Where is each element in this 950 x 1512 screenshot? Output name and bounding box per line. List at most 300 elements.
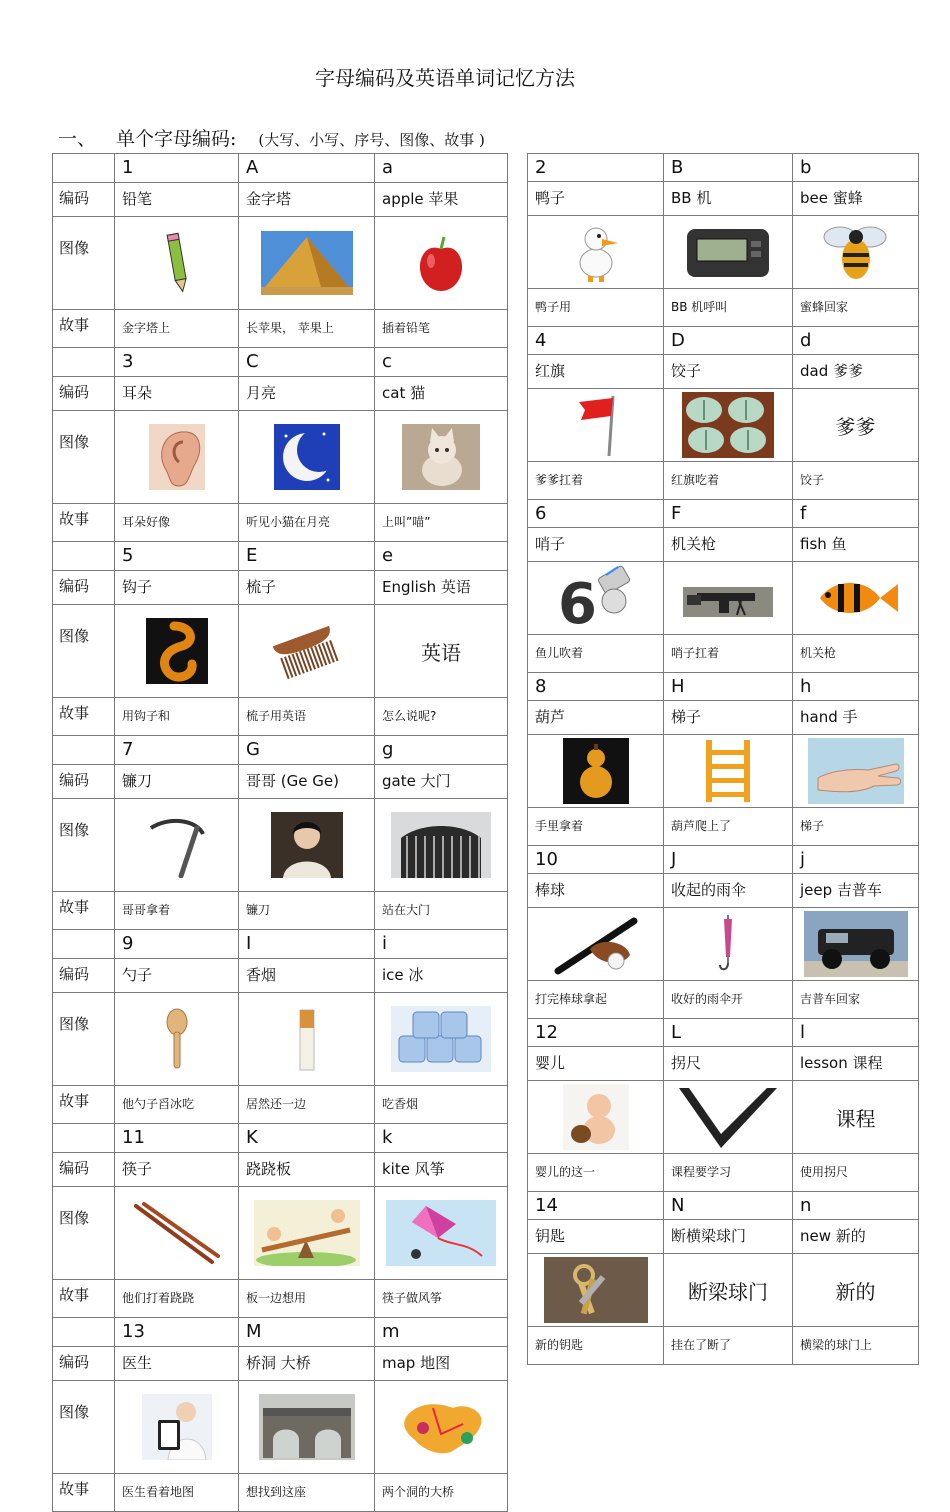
letter-header: N bbox=[664, 1192, 793, 1220]
image-cell bbox=[664, 562, 793, 635]
header-row bbox=[528, 1192, 919, 1220]
section-number: 一、 bbox=[58, 128, 97, 150]
code-cell: 香烟 bbox=[239, 959, 375, 993]
code-cell: 跷跷板 bbox=[239, 1153, 375, 1187]
letter-header: 11 bbox=[115, 1124, 239, 1153]
story-cell: 用钩子和 bbox=[115, 698, 239, 736]
code-cell: hand 手 bbox=[793, 701, 919, 735]
story-cell: 使用拐尺 bbox=[793, 1154, 919, 1192]
code-cell: 勺子 bbox=[115, 959, 239, 993]
image-row bbox=[53, 993, 508, 1086]
image-row bbox=[53, 411, 508, 504]
image-cell bbox=[528, 562, 664, 635]
row-label-image: 图像 bbox=[53, 1381, 115, 1474]
image-cell bbox=[793, 1081, 919, 1154]
row-label-image: 图像 bbox=[53, 605, 115, 698]
letter-header: 12 bbox=[528, 1019, 664, 1047]
image-cell bbox=[793, 216, 919, 289]
letter-header: D bbox=[664, 327, 793, 355]
image-cell bbox=[664, 389, 793, 462]
row-label-image: 图像 bbox=[53, 217, 115, 310]
story-row bbox=[53, 698, 508, 736]
image-row bbox=[528, 735, 919, 808]
header-row bbox=[528, 846, 919, 874]
letter-header: h bbox=[793, 673, 919, 701]
image-cell bbox=[115, 605, 239, 698]
story-cell: 红旗吃着 bbox=[664, 462, 793, 500]
story-cell: 哨子扛着 bbox=[664, 635, 793, 673]
row-label-code: 编码 bbox=[53, 1153, 115, 1187]
baby-icon bbox=[563, 1084, 629, 1150]
ladder-icon bbox=[696, 738, 760, 804]
sickle-icon bbox=[139, 812, 215, 878]
story-cell: 机关枪 bbox=[793, 635, 919, 673]
story-row bbox=[528, 1154, 919, 1192]
letter-header: 13 bbox=[115, 1318, 239, 1347]
bridge-icon bbox=[259, 1394, 355, 1460]
code-cell: fish 鱼 bbox=[793, 528, 919, 562]
story-cell: 吉普车回家 bbox=[793, 981, 919, 1019]
image-row bbox=[53, 1381, 508, 1474]
keys-icon bbox=[544, 1257, 648, 1323]
image-text: 英语 bbox=[421, 640, 461, 665]
header-row bbox=[528, 673, 919, 701]
story-row bbox=[53, 504, 508, 542]
code-cell: map 地图 bbox=[375, 1347, 508, 1381]
row-label-code: 编码 bbox=[53, 571, 115, 605]
image-cell bbox=[115, 993, 239, 1086]
ice-cubes-icon bbox=[391, 1006, 491, 1072]
letter-header: F bbox=[664, 500, 793, 528]
story-row bbox=[528, 289, 919, 327]
story-cell: 梯子 bbox=[793, 808, 919, 846]
bee-icon bbox=[816, 219, 896, 285]
image-cell bbox=[375, 217, 508, 310]
story-cell: BB 机呼叫 bbox=[664, 289, 793, 327]
image-cell bbox=[115, 799, 239, 892]
kite-icon bbox=[386, 1200, 496, 1266]
section-heading bbox=[58, 124, 485, 151]
pager-icon bbox=[683, 219, 773, 285]
header-row bbox=[528, 154, 919, 182]
code-row bbox=[528, 1047, 919, 1081]
image-cell bbox=[115, 1381, 239, 1474]
letter-header: K bbox=[239, 1124, 375, 1153]
left-code-table bbox=[52, 153, 508, 1512]
story-cell: 哥哥拿着 bbox=[115, 892, 239, 930]
image-row bbox=[528, 216, 919, 289]
letter-header: 3 bbox=[115, 348, 239, 377]
code-cell: 铅笔 bbox=[115, 183, 239, 217]
image-cell bbox=[528, 1081, 664, 1154]
code-row bbox=[528, 1220, 919, 1254]
duck-icon bbox=[566, 219, 626, 285]
code-row bbox=[53, 765, 508, 799]
image-text: 新的 bbox=[835, 1279, 876, 1304]
story-cell: 怎么说呢? bbox=[375, 698, 508, 736]
row-label-image: 图像 bbox=[53, 799, 115, 892]
image-cell bbox=[664, 216, 793, 289]
letter-header: b bbox=[793, 154, 919, 182]
letter-header: i bbox=[375, 930, 508, 959]
story-row bbox=[528, 635, 919, 673]
image-row bbox=[528, 562, 919, 635]
story-cell: 爹爹扛着 bbox=[528, 462, 664, 500]
image-cell bbox=[793, 908, 919, 981]
doctor-icon bbox=[142, 1394, 212, 1460]
image-cell bbox=[793, 389, 919, 462]
letter-header: 10 bbox=[528, 846, 664, 874]
code-cell: 饺子 bbox=[664, 355, 793, 389]
story-cell: 挂在了断了 bbox=[664, 1327, 793, 1365]
image-row bbox=[53, 605, 508, 698]
svg-text:6: 6 bbox=[557, 572, 597, 631]
code-cell: 钥匙 bbox=[528, 1220, 664, 1254]
row-label-empty bbox=[53, 348, 115, 377]
row-label-image: 图像 bbox=[53, 993, 115, 1086]
image-cell bbox=[239, 799, 375, 892]
image-row bbox=[528, 1081, 919, 1154]
story-cell: 筷子做风筝 bbox=[375, 1280, 508, 1318]
header-row bbox=[528, 500, 919, 528]
image-text: 课程 bbox=[835, 1106, 876, 1131]
image-cell bbox=[375, 1187, 508, 1280]
story-cell: 课程要学习 bbox=[664, 1154, 793, 1192]
letter-header: 7 bbox=[115, 736, 239, 765]
image-cell bbox=[664, 908, 793, 981]
code-row bbox=[528, 874, 919, 908]
header-row bbox=[528, 1019, 919, 1047]
image-cell bbox=[239, 605, 375, 698]
header-row bbox=[53, 348, 508, 377]
image-row bbox=[53, 1187, 508, 1280]
code-cell: 红旗 bbox=[528, 355, 664, 389]
letter-header: B bbox=[664, 154, 793, 182]
story-cell: 镰刀 bbox=[239, 892, 375, 930]
image-cell bbox=[528, 908, 664, 981]
red-flag-icon bbox=[571, 392, 621, 458]
header-row bbox=[53, 1124, 508, 1153]
story-cell: 饺子 bbox=[793, 462, 919, 500]
jeep-icon bbox=[804, 911, 908, 977]
code-cell: English 英语 bbox=[375, 571, 508, 605]
image-cell bbox=[375, 605, 508, 698]
letter-header: J bbox=[664, 846, 793, 874]
image-cell bbox=[793, 1254, 919, 1327]
letter-header: A bbox=[239, 154, 375, 183]
image-cell bbox=[375, 799, 508, 892]
right-code-table bbox=[527, 153, 919, 1365]
letter-header: e bbox=[375, 542, 508, 571]
code-row bbox=[53, 1347, 508, 1381]
story-cell: 居然还一边 bbox=[239, 1086, 375, 1124]
person-icon bbox=[271, 812, 343, 878]
letter-header: I bbox=[239, 930, 375, 959]
letter-header: l bbox=[793, 1019, 919, 1047]
letter-header: j bbox=[793, 846, 919, 874]
code-cell: kite 风筝 bbox=[375, 1153, 508, 1187]
row-label-code: 编码 bbox=[53, 765, 115, 799]
code-cell: 医生 bbox=[115, 1347, 239, 1381]
story-cell: 新的钥匙 bbox=[528, 1327, 664, 1365]
code-row bbox=[53, 959, 508, 993]
code-cell: 葫芦 bbox=[528, 701, 664, 735]
code-cell: dad 爹爹 bbox=[793, 355, 919, 389]
row-label-story: 故事 bbox=[53, 698, 115, 736]
code-cell: 金字塔 bbox=[239, 183, 375, 217]
image-cell bbox=[793, 735, 919, 808]
image-cell bbox=[664, 735, 793, 808]
code-cell: 月亮 bbox=[239, 377, 375, 411]
header-row bbox=[528, 327, 919, 355]
letter-header: m bbox=[375, 1318, 508, 1347]
story-cell: 他勺子舀冰吃 bbox=[115, 1086, 239, 1124]
row-label-code: 编码 bbox=[53, 1347, 115, 1381]
code-cell: new 新的 bbox=[793, 1220, 919, 1254]
gate-icon bbox=[391, 812, 491, 878]
story-cell: 插着铅笔 bbox=[375, 310, 508, 348]
code-row bbox=[53, 183, 508, 217]
letter-header: 1 bbox=[115, 154, 239, 183]
story-row bbox=[53, 310, 508, 348]
code-cell: 鸭子 bbox=[528, 182, 664, 216]
image-cell bbox=[239, 217, 375, 310]
row-label-story: 故事 bbox=[53, 1086, 115, 1124]
pyramid-icon bbox=[261, 231, 353, 295]
row-label-empty bbox=[53, 1318, 115, 1347]
image-text: 爹爹 bbox=[835, 414, 876, 439]
letter-header: 6 bbox=[528, 500, 664, 528]
story-cell: 两个洞的大桥 bbox=[375, 1474, 508, 1512]
code-cell: 钩子 bbox=[115, 571, 239, 605]
chopsticks-icon bbox=[130, 1200, 224, 1266]
image-text: 断梁球门 bbox=[688, 1279, 768, 1304]
letter-header: 9 bbox=[115, 930, 239, 959]
code-cell: 哥哥 (Ge Ge) bbox=[239, 765, 375, 799]
letter-header: n bbox=[793, 1192, 919, 1220]
map-icon bbox=[393, 1394, 489, 1460]
story-cell: 吃香烟 bbox=[375, 1086, 508, 1124]
row-label-empty bbox=[53, 736, 115, 765]
section-note: (大写、小写、序号、图像、故事 ) bbox=[258, 131, 485, 149]
code-row bbox=[53, 571, 508, 605]
code-cell: 婴儿 bbox=[528, 1047, 664, 1081]
image-row bbox=[528, 389, 919, 462]
code-cell: 桥洞 大桥 bbox=[239, 1347, 375, 1381]
letter-header: H bbox=[664, 673, 793, 701]
header-row bbox=[53, 930, 508, 959]
letter-header: d bbox=[793, 327, 919, 355]
story-row bbox=[53, 1086, 508, 1124]
code-cell: apple 苹果 bbox=[375, 183, 508, 217]
letter-header: f bbox=[793, 500, 919, 528]
story-row bbox=[528, 981, 919, 1019]
image-row bbox=[53, 799, 508, 892]
image-cell bbox=[528, 389, 664, 462]
row-label-code: 编码 bbox=[53, 377, 115, 411]
code-cell: 梯子 bbox=[664, 701, 793, 735]
code-cell: 哨子 bbox=[528, 528, 664, 562]
machine-gun-icon bbox=[679, 565, 777, 631]
letter-header: c bbox=[375, 348, 508, 377]
story-cell: 他们打着跷跷 bbox=[115, 1280, 239, 1318]
image-cell bbox=[239, 1381, 375, 1474]
story-row bbox=[528, 808, 919, 846]
image-row bbox=[53, 217, 508, 310]
code-cell: 断横梁球门 bbox=[664, 1220, 793, 1254]
code-row bbox=[53, 1153, 508, 1187]
story-cell: 想找到这座 bbox=[239, 1474, 375, 1512]
image-cell bbox=[528, 1254, 664, 1327]
story-cell: 婴儿的这一 bbox=[528, 1154, 664, 1192]
story-cell: 横梁的球门上 bbox=[793, 1327, 919, 1365]
square-ruler-icon bbox=[675, 1084, 781, 1150]
letter-header: M bbox=[239, 1318, 375, 1347]
story-cell: 打完棒球拿起 bbox=[528, 981, 664, 1019]
row-label-code: 编码 bbox=[53, 183, 115, 217]
ear-icon bbox=[149, 424, 205, 490]
code-cell: bee 蜜蜂 bbox=[793, 182, 919, 216]
story-cell: 鸭子用 bbox=[528, 289, 664, 327]
code-row bbox=[528, 182, 919, 216]
image-cell bbox=[664, 1254, 793, 1327]
image-cell bbox=[375, 1381, 508, 1474]
code-row bbox=[53, 377, 508, 411]
story-cell: 长苹果， 苹果上 bbox=[239, 310, 375, 348]
row-label-image: 图像 bbox=[53, 1187, 115, 1280]
story-cell: 梳子用英语 bbox=[239, 698, 375, 736]
story-row bbox=[53, 1280, 508, 1318]
row-label-story: 故事 bbox=[53, 310, 115, 348]
dumplings-icon bbox=[682, 392, 774, 458]
story-row bbox=[528, 1327, 919, 1365]
code-cell: 筷子 bbox=[115, 1153, 239, 1187]
letter-header: g bbox=[375, 736, 508, 765]
image-cell bbox=[375, 993, 508, 1086]
row-label-story: 故事 bbox=[53, 1280, 115, 1318]
row-label-empty bbox=[53, 154, 115, 183]
pencil-icon bbox=[147, 230, 207, 296]
cat-icon bbox=[402, 424, 480, 490]
image-cell bbox=[793, 562, 919, 635]
row-label-code: 编码 bbox=[53, 959, 115, 993]
header-row bbox=[53, 736, 508, 765]
story-cell: 收好的雨伞开 bbox=[664, 981, 793, 1019]
code-row bbox=[528, 701, 919, 735]
image-cell bbox=[115, 411, 239, 504]
story-cell: 站在大门 bbox=[375, 892, 508, 930]
letter-header: a bbox=[375, 154, 508, 183]
letter-header: 8 bbox=[528, 673, 664, 701]
letter-header: E bbox=[239, 542, 375, 571]
code-cell: ice 冰 bbox=[375, 959, 508, 993]
hand-icon bbox=[808, 738, 904, 804]
apple-icon bbox=[411, 231, 471, 295]
letter-header: G bbox=[239, 736, 375, 765]
code-cell: 梳子 bbox=[239, 571, 375, 605]
story-cell: 医生看着地图 bbox=[115, 1474, 239, 1512]
letter-header: 14 bbox=[528, 1192, 664, 1220]
seesaw-icon bbox=[254, 1200, 360, 1266]
letter-header: 2 bbox=[528, 154, 664, 182]
story-cell: 上叫”喵” bbox=[375, 504, 508, 542]
letter-header: 4 bbox=[528, 327, 664, 355]
story-cell: 手里拿着 bbox=[528, 808, 664, 846]
code-cell: 耳朵 bbox=[115, 377, 239, 411]
cigarette-icon bbox=[280, 1006, 334, 1072]
image-cell bbox=[115, 217, 239, 310]
image-cell bbox=[375, 411, 508, 504]
letter-header: L bbox=[664, 1019, 793, 1047]
story-cell: 鱼儿吹着 bbox=[528, 635, 664, 673]
story-cell: 耳朵好像 bbox=[115, 504, 239, 542]
code-cell: BB 机 bbox=[664, 182, 793, 216]
image-cell bbox=[528, 216, 664, 289]
code-row bbox=[528, 528, 919, 562]
image-cell bbox=[115, 1187, 239, 1280]
image-cell bbox=[239, 1187, 375, 1280]
image-row bbox=[528, 1254, 919, 1327]
story-row bbox=[53, 1474, 508, 1512]
hook-icon bbox=[146, 618, 208, 684]
spoon-icon bbox=[153, 1006, 201, 1072]
row-label-story: 故事 bbox=[53, 892, 115, 930]
image-cell bbox=[664, 1081, 793, 1154]
code-cell: cat 猫 bbox=[375, 377, 508, 411]
row-label-image: 图像 bbox=[53, 411, 115, 504]
row-label-empty bbox=[53, 1124, 115, 1153]
code-cell: 镰刀 bbox=[115, 765, 239, 799]
code-cell: lesson 课程 bbox=[793, 1047, 919, 1081]
story-cell: 板一边想用 bbox=[239, 1280, 375, 1318]
fish-icon bbox=[810, 568, 902, 628]
whistle-icon bbox=[556, 565, 636, 631]
story-cell: 听见小猫在月亮 bbox=[239, 504, 375, 542]
image-cell bbox=[528, 735, 664, 808]
row-label-empty bbox=[53, 542, 115, 571]
image-cell bbox=[239, 993, 375, 1086]
header-row bbox=[53, 154, 508, 183]
letter-header: k bbox=[375, 1124, 508, 1153]
moon-icon bbox=[274, 424, 340, 490]
row-label-story: 故事 bbox=[53, 1474, 115, 1512]
section-title: 单个字母编码: bbox=[116, 128, 237, 150]
header-row bbox=[53, 542, 508, 571]
story-cell: 蜜蜂回家 bbox=[793, 289, 919, 327]
code-cell: jeep 吉普车 bbox=[793, 874, 919, 908]
story-row bbox=[53, 892, 508, 930]
code-cell: 棒球 bbox=[528, 874, 664, 908]
image-row bbox=[528, 908, 919, 981]
page-title: 字母编码及英语单词记忆方法 bbox=[315, 66, 575, 90]
row-label-story: 故事 bbox=[53, 504, 115, 542]
story-row bbox=[528, 462, 919, 500]
code-cell: 机关枪 bbox=[664, 528, 793, 562]
comb-icon bbox=[267, 621, 347, 681]
code-row bbox=[528, 355, 919, 389]
baseball-icon bbox=[550, 911, 642, 977]
header-row bbox=[53, 1318, 508, 1347]
letter-header: C bbox=[239, 348, 375, 377]
story-cell: 金字塔上 bbox=[115, 310, 239, 348]
code-cell: 拐尺 bbox=[664, 1047, 793, 1081]
code-cell: 收起的雨伞 bbox=[664, 874, 793, 908]
image-cell bbox=[239, 411, 375, 504]
code-cell: gate 大门 bbox=[375, 765, 508, 799]
story-cell: 葫芦爬上了 bbox=[664, 808, 793, 846]
letter-header: 5 bbox=[115, 542, 239, 571]
row-label-empty bbox=[53, 930, 115, 959]
